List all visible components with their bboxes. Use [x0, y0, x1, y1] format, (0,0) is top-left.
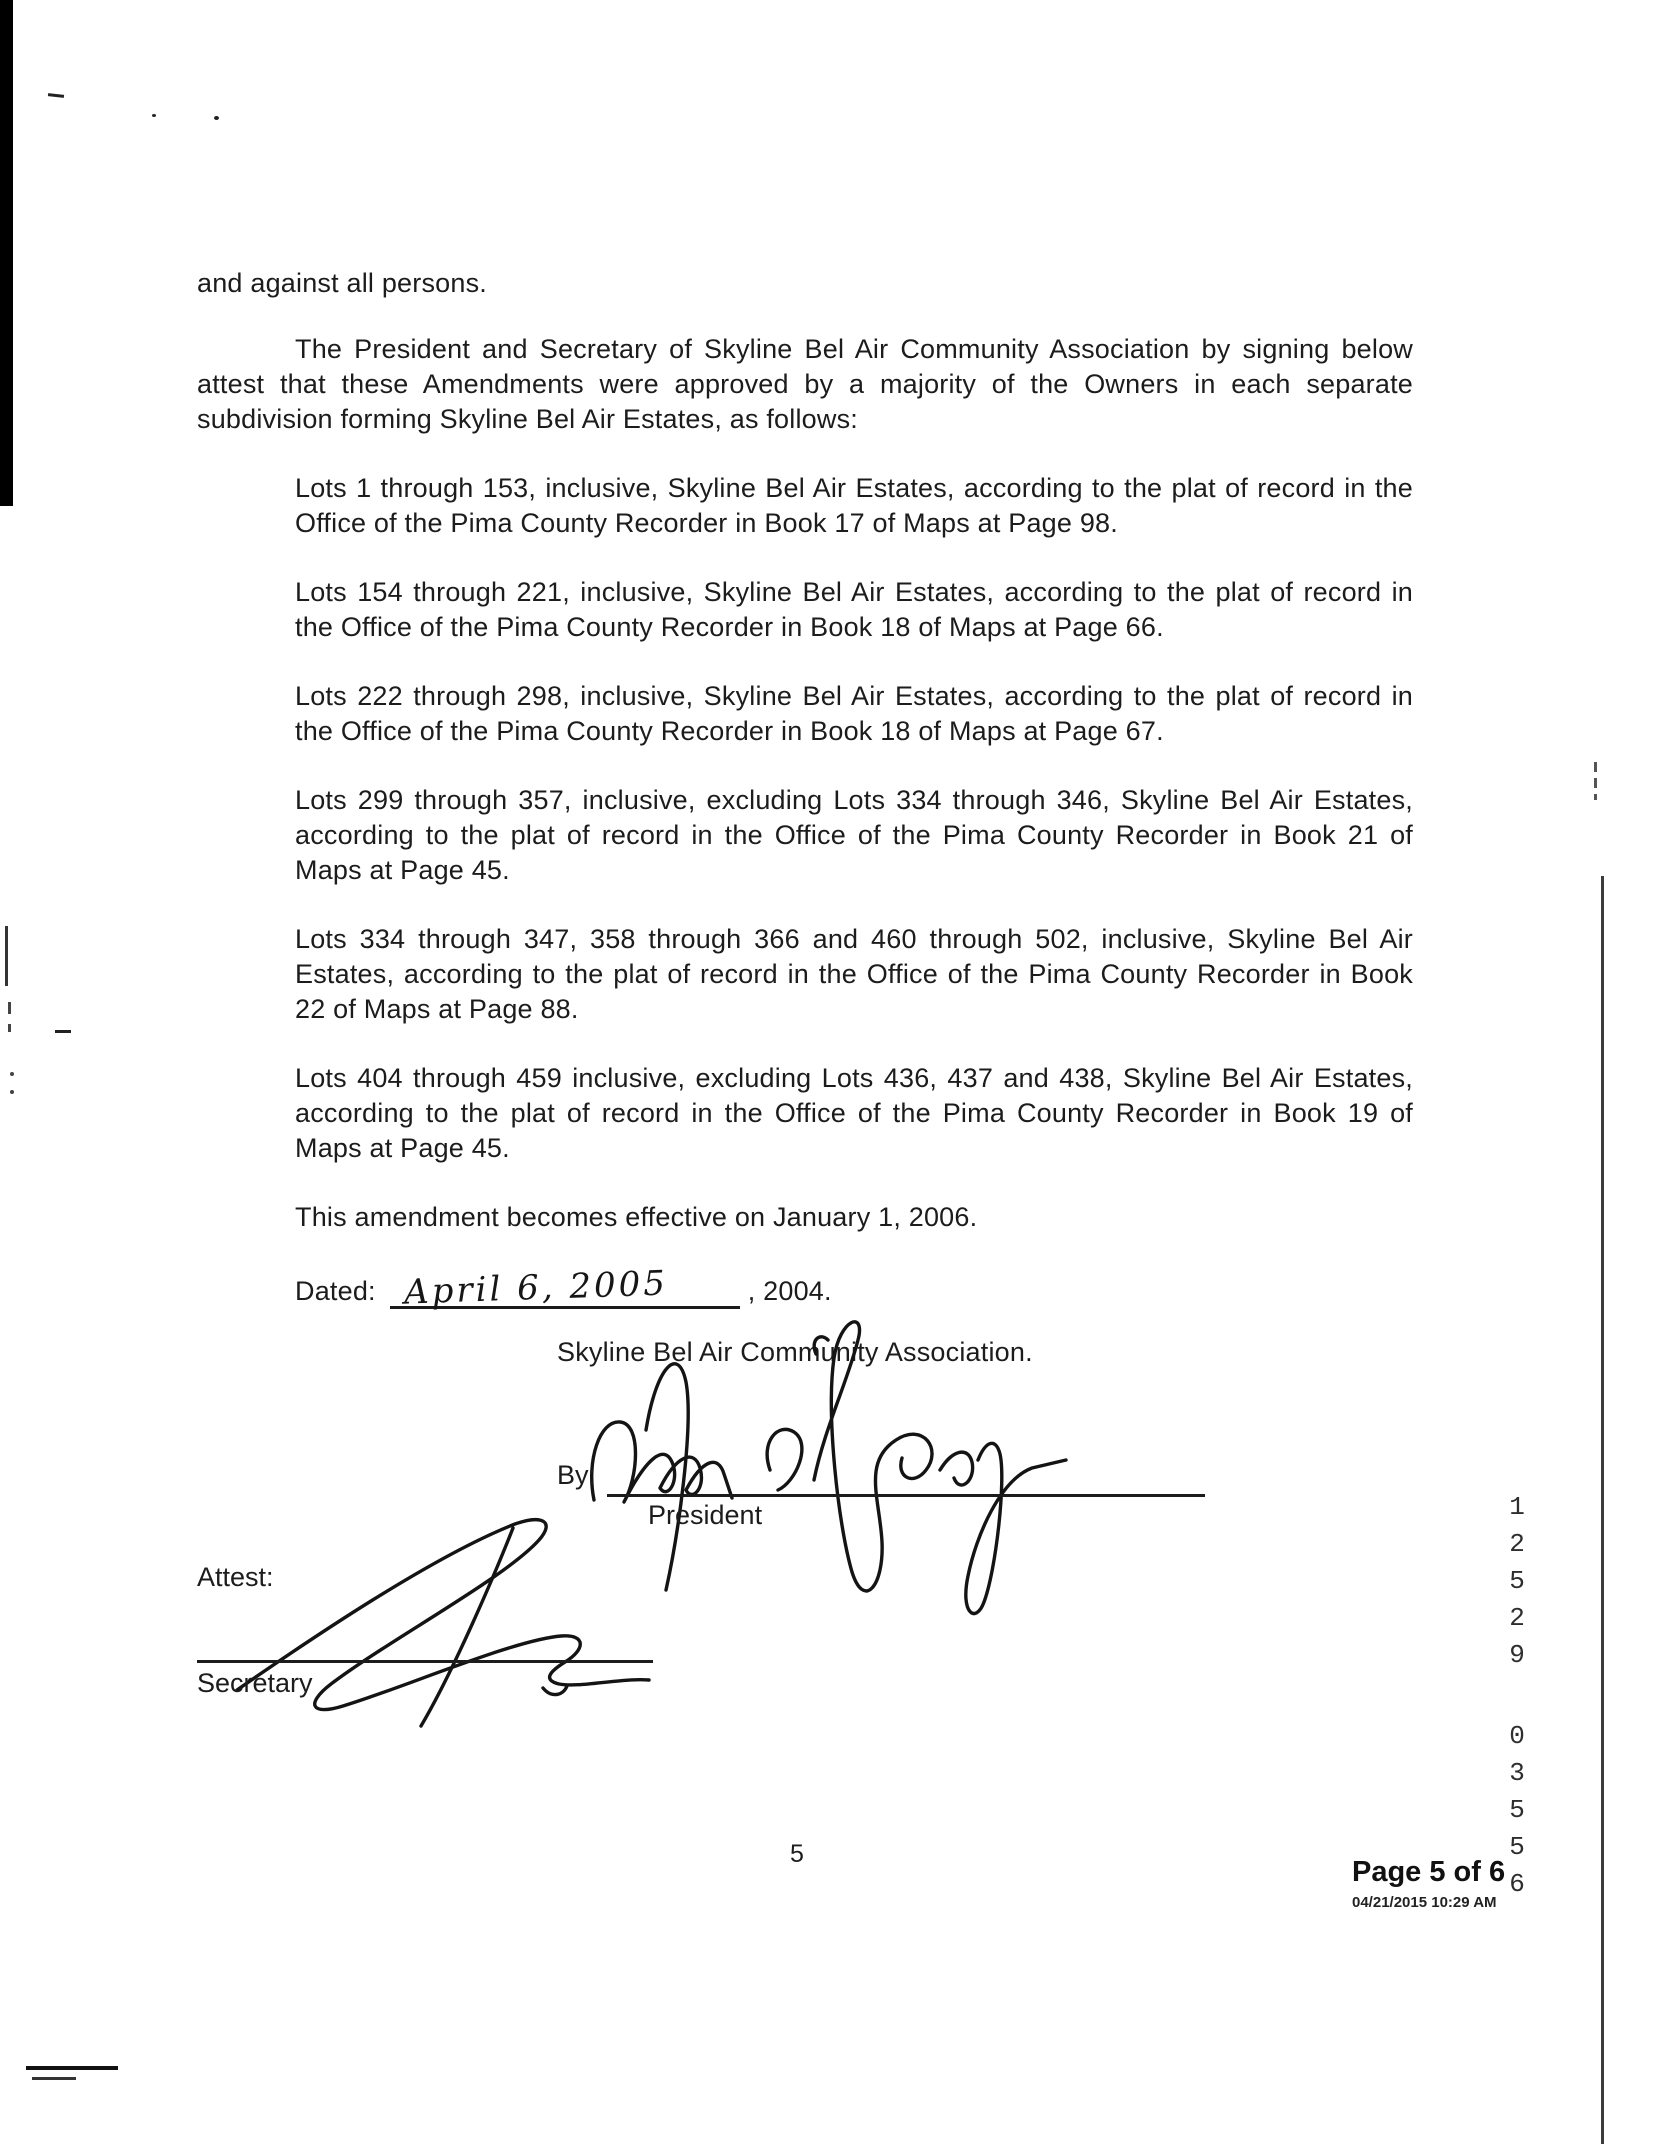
scan-mark [8, 1002, 11, 1014]
scan-edge-bar [0, 0, 13, 506]
footer [1352, 1856, 1622, 1911]
scan-mark [5, 926, 8, 986]
footer-timestamp: 04/21/2015 10:29 AM [1352, 1894, 1497, 1911]
stamp-number-top: 12529 [1502, 1492, 1532, 1677]
scan-mark [1594, 762, 1597, 772]
attest-label: Attest: [197, 1562, 274, 1592]
scan-mark [152, 114, 156, 117]
scan-mark [214, 116, 219, 120]
scan-mark [48, 93, 64, 98]
dated-label: Dated: [295, 1276, 376, 1306]
lot-paragraph-2: Lots 154 through 221, inclusive, Skyline Bel Air Estates, according to the plat of record in the Office of the Pima County Recorder in Book 18 of Maps at Page 66. [295, 577, 1413, 642]
lot-paragraph-3: Lots 222 through 298, inclusive, Skyline Bel Air Estates, according to the plat of record in the Office of the Pima County Recorder in Book 18 of Maps at Page 67. [295, 681, 1413, 746]
lot-paragraph-4: Lots 299 through 357, inclusive, excluding Lots 334 through 346, Skyline Bel Air Estates, according to the plat of record in the Office of the Pima County Recorder in Book 21 of Maps at Page 45. [295, 785, 1413, 885]
secretary-title-label: Secretary [197, 1668, 313, 1698]
scan-mark [8, 1024, 11, 1032]
secretary-signature-line [197, 1660, 653, 1663]
handwritten-date-line [390, 1263, 740, 1313]
scan-bottom-left-mark [26, 2066, 118, 2070]
intro-line: and against all persons. [197, 268, 487, 298]
lot-paragraph-1: Lots 1 through 153, inclusive, Skyline Bel Air Estates, according to the plat of record in the Office of the Pima County Recorder in Book 17 of Maps at Page 98. [295, 473, 1413, 538]
scan-right-edge-line [1601, 876, 1604, 2144]
lot-paragraph-6: Lots 404 through 459 inclusive, excluding Lots 436, 437 and 438, Skyline Bel Air Estates, according to the plat of record in the Office of the Pima County Recorder in Book 19 of Maps at Page 45. [295, 1063, 1413, 1163]
scan-mark [55, 1030, 71, 1033]
scan-mark [10, 1090, 14, 1094]
effective-date-line: This amendment becomes effective on January 1, 2006. [295, 1202, 978, 1232]
dated-suffix: , 2004. [747, 1276, 832, 1306]
president-signature-line [607, 1494, 1205, 1497]
by-label: By: [557, 1460, 597, 1490]
recorder-stamp-number [1502, 1492, 1532, 1906]
lot-paragraph-5: Lots 334 through 347, 358 through 366 and 460 through 502, inclusive, Skyline Bel Air Estates, according to the plat of record in the Office of the Pima County Recorder in Book 22 of Maps at Page 88. [295, 924, 1413, 1024]
secretary-signature [213, 1512, 683, 1742]
president-title-label: President [648, 1500, 763, 1530]
scan-mark [1594, 778, 1597, 788]
attestation-paragraph: The President and Secretary of Skyline Bel Air Community Association by signing below attest that these Amendments were approved by a majority of the Owners in each separate subdivision forming Skyline Bel Air Estates, as follows: [197, 334, 1413, 434]
stamp-number-bottom: 03556 [1502, 1721, 1532, 1906]
document-body [197, 266, 1413, 1370]
scan-mark [10, 1072, 14, 1076]
page-number: 5 [790, 1840, 804, 1868]
handwritten-date: April 6, 2005 [403, 1263, 669, 1313]
scan-mark [1594, 794, 1597, 800]
footer-page-label: Page 5 of 6 [1352, 1856, 1506, 1888]
scan-bottom-left-mark [32, 2077, 76, 2080]
association-name: Skyline Bel Air Community Association. [557, 1337, 1033, 1367]
